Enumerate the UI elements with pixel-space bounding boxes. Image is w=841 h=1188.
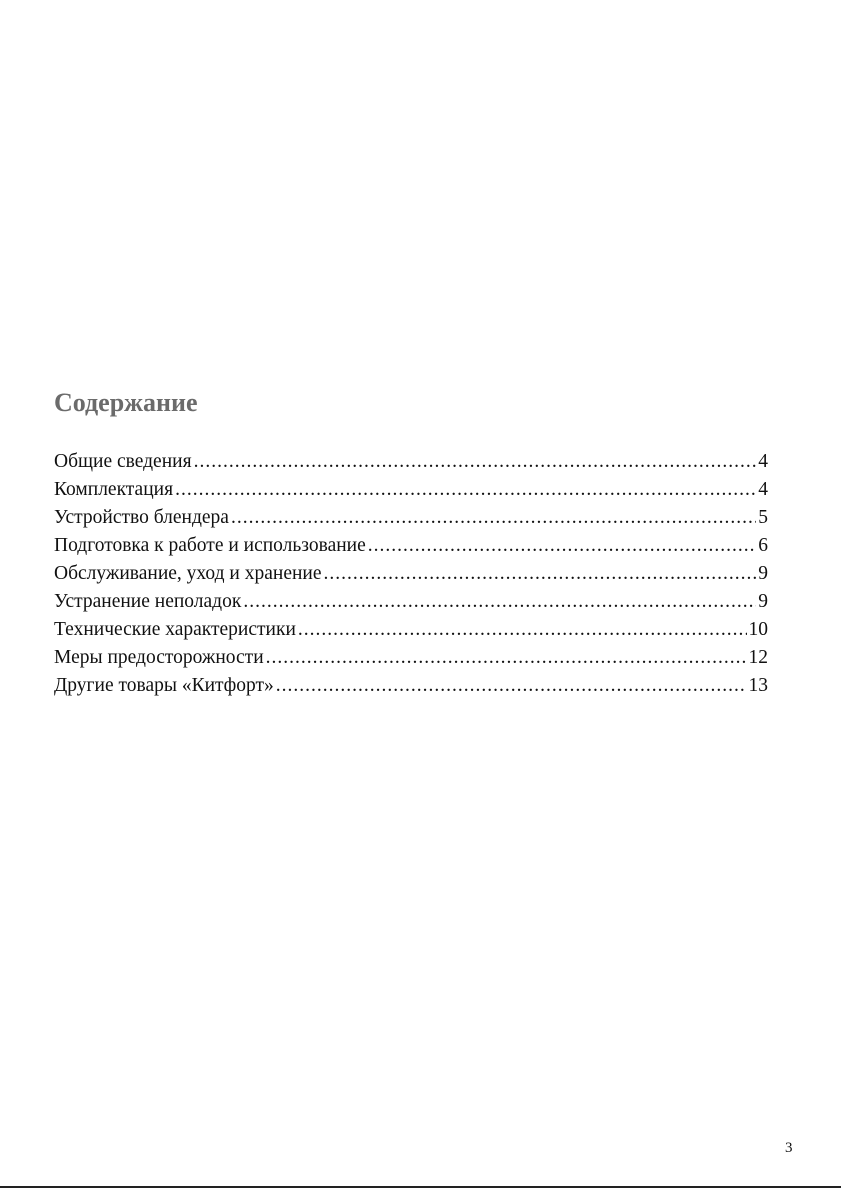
toc-entry[interactable] [54, 644, 768, 672]
toc-entry-page: 4 [758, 451, 768, 472]
toc-leader-dots [368, 532, 756, 560]
toc-entry-label: Другие товары «Китфорт» [54, 675, 274, 696]
toc-entry-page: 9 [758, 591, 768, 612]
toc-leader-dots [298, 616, 747, 644]
page-number: 3 [785, 1140, 793, 1156]
toc-entry[interactable] [54, 532, 768, 560]
toc-entry-label: Меры предосторожности [54, 647, 264, 668]
toc-entry-label: Обслуживание, уход и хранение [54, 563, 322, 584]
toc-entry-page: 13 [748, 675, 768, 696]
toc-entry[interactable] [54, 616, 768, 644]
toc-entry-label: Технические характеристики [54, 619, 296, 640]
toc-entry[interactable] [54, 672, 768, 700]
toc-leader-dots [243, 588, 756, 616]
toc-entry-label: Комплектация [54, 479, 174, 500]
table-of-contents [54, 448, 768, 700]
toc-entry-page: 12 [748, 647, 768, 668]
toc-entry[interactable] [54, 560, 768, 588]
toc-entry-page: 9 [758, 563, 768, 584]
toc-entry-label: Подготовка к работе и использование [54, 535, 366, 556]
toc-entry-page: 5 [758, 507, 768, 528]
toc-leader-dots [276, 672, 747, 700]
toc-leader-dots [324, 560, 757, 588]
toc-entry-label: Устройство блендера [54, 507, 229, 528]
page-title: Содержание [54, 388, 198, 417]
toc-leader-dots [194, 448, 757, 476]
toc-entry-page: 10 [748, 619, 768, 640]
toc-entry[interactable] [54, 448, 768, 476]
toc-entry-page: 4 [758, 479, 768, 500]
toc-entry[interactable] [54, 504, 768, 532]
toc-leader-dots [266, 644, 747, 672]
toc-leader-dots [175, 476, 756, 504]
toc-entry-label: Устранение неполадок [54, 591, 242, 612]
toc-leader-dots [231, 504, 756, 532]
toc-entry-page: 6 [758, 535, 768, 556]
toc-entry[interactable] [54, 588, 768, 616]
toc-entry[interactable] [54, 476, 768, 504]
toc-entry-label: Общие сведения [54, 451, 192, 472]
